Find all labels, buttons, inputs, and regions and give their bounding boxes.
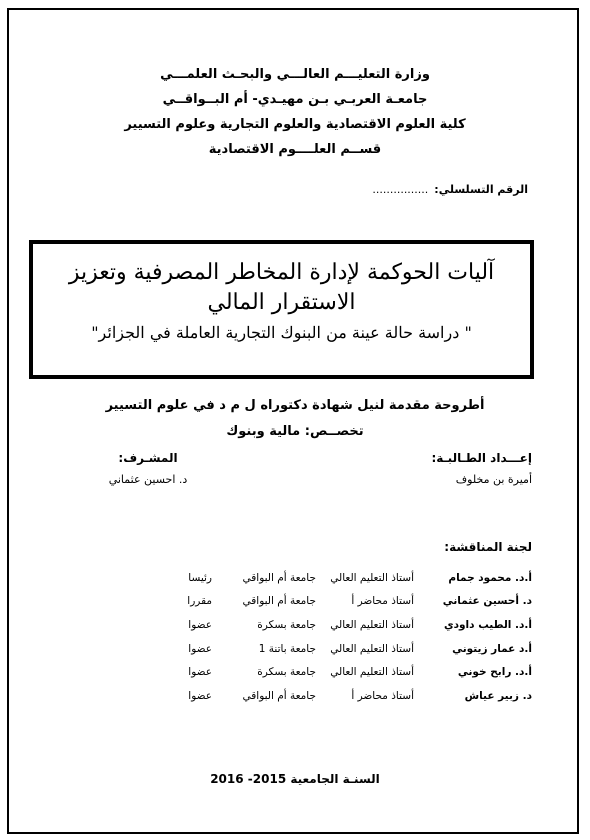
member-role: عضوا [188,618,212,631]
member-role: عضوا [188,642,212,655]
committee-row [70,566,532,590]
member-university: جامعة أم البواقي [242,571,316,584]
committee-table [70,566,532,708]
thesis-title-box [29,240,534,379]
member-university: جامعة بسكرة [257,618,316,631]
serial-label: الرقم التسلسلي: [434,183,528,196]
faculty-name: كلية العلوم الاقتصادية والعلوم التجارية وعلوم التسيير [124,117,466,132]
committee-row [70,590,532,614]
member-university: جامعة أم البواقي [242,689,316,702]
member-university: جامعة باتنة 1 [258,642,316,655]
member-role: عضوا [188,689,212,702]
student-name: أميرة بن مخلوف [455,473,532,486]
committee-title: لجنة المناقشة: [444,540,532,554]
committee-row [70,613,532,637]
member-rank: أستاذ التعليم العالي [330,618,414,631]
member-name: أ.د. الطيب داودي [444,618,532,631]
thesis-purpose: أطروحة مقدمة لنيل شهادة دكتوراه ل م د في علوم التسيير [105,398,485,413]
prepared-by [432,451,533,486]
committee-row [70,684,532,708]
serial-value: ................ [372,183,429,196]
member-university: جامعة أم البواقي [242,595,316,608]
institution-header [0,62,590,162]
member-name: أ.د عمار زيتوني [452,642,532,655]
member-name: أ.د. رابح خوني [457,666,532,679]
supervisor-name: د. احسين عثماني [108,473,188,486]
member-university: جامعة بسكرة [257,666,316,679]
member-rank: أستاذ التعليم العالي [330,571,414,584]
member-name: د. زبير عياش [464,689,532,702]
department-name: قســم العلــــوم الاقتصادية [208,142,382,157]
serial-number [372,183,528,196]
thesis-specialty: تخصــص: مالية وبنوك [226,424,364,439]
member-rank: أستاذ التعليم العالي [330,666,414,679]
member-name: أ.د. محمود جمام [448,571,532,584]
member-rank: أستاذ محاضر أ [351,595,414,608]
thesis-info [0,393,590,445]
prepared-by-label: إعـــداد الطـالبـة: [431,451,532,465]
committee-row [70,637,532,661]
university-name: جامعـة العربـي بـن مهيـدي- أم البــواقــي [162,92,428,107]
committee-row [70,660,532,684]
thesis-title: آليات الحوكمة لإدارة المخاطر المصرفية وتعزيز الاستقرار المالي [68,260,495,315]
ministry-name: وزارة التعليـــم العالـــي والبحـث العلمـــي [160,67,430,82]
supervisor [68,451,228,486]
academic-year: السنـة الجامعية 2015- 2016 [210,772,380,786]
member-role: مقررا [187,595,212,608]
member-name: د. أحسين عثماني [442,595,532,608]
member-role: عضوا [188,666,212,679]
member-rank: أستاذ محاضر أ [351,689,414,702]
member-role: رئيسا [188,571,212,584]
member-rank: أستاذ التعليم العالي [330,642,414,655]
thesis-subtitle: " دراسة حالة عينة من البنوك التجارية العاملة في الجزائر" [91,323,472,342]
supervisor-label: المشـرف: [118,451,178,465]
